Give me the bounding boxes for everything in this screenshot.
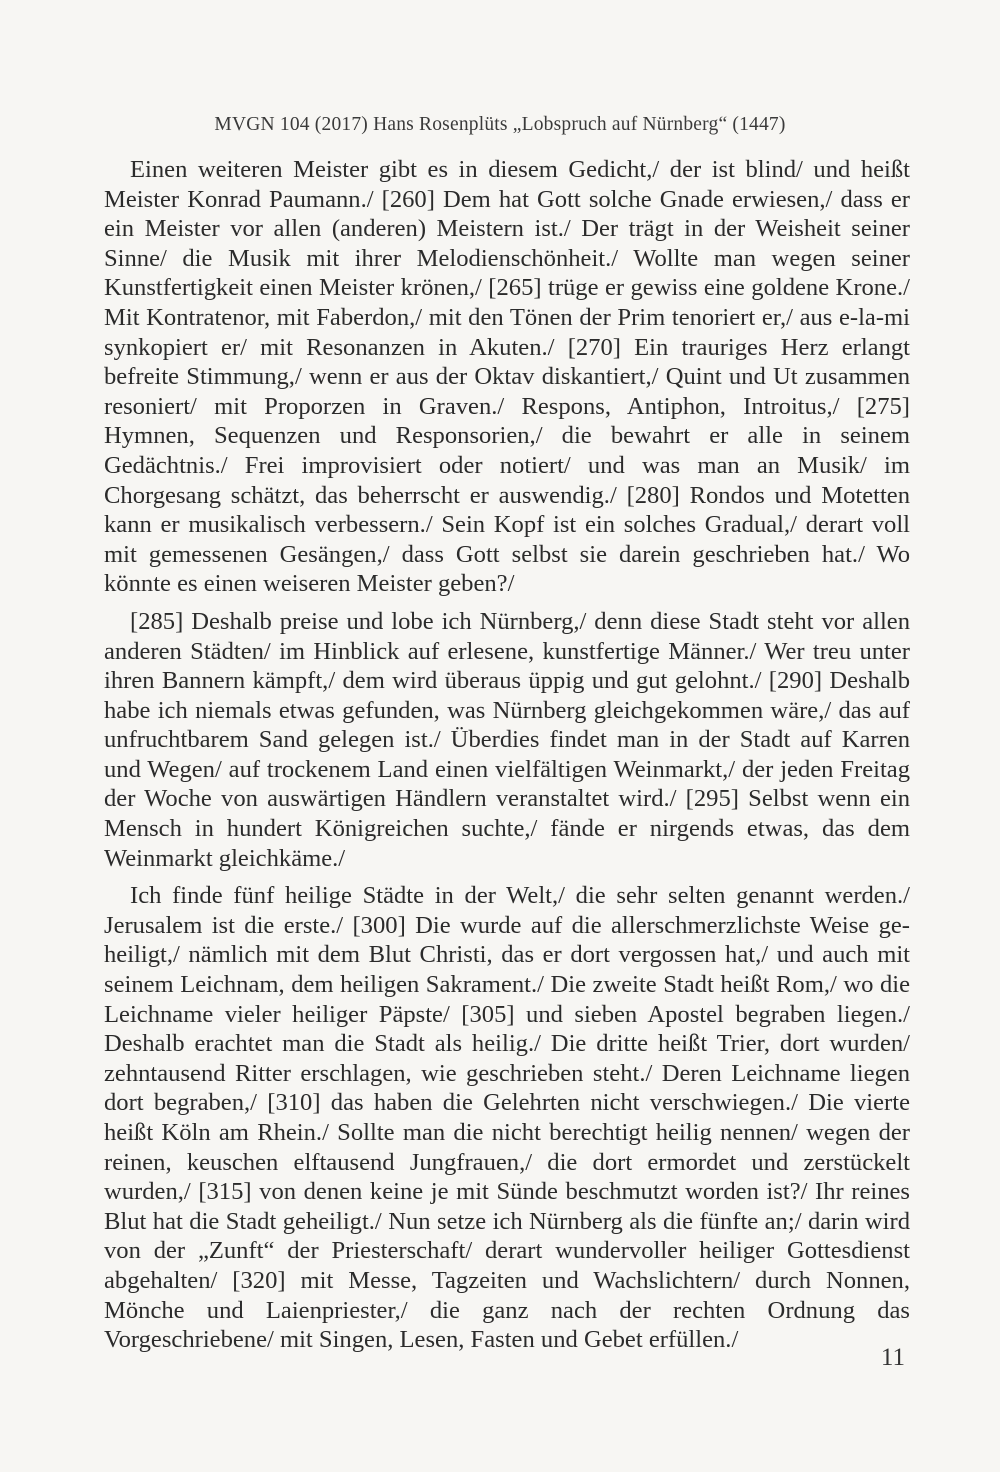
page-number: 11 [880, 1344, 905, 1371]
paragraph: Einen weiteren Meister gibt es in diesem Gedicht,/ der ist blind/ und heißt Meister Konrad Paumann./ [260] Dem hat Gott solche Gnade erwiesen,/ dass er ein Meister vor allen (anderen) Meistern ist./ Der trägt in der Weisheit seiner Sinne/ die Musik mit ihrer Melodienschönheit./ Wollte man wegen seiner Kunstfertigkeit einen Meister krönen,/ [265] trüge er gewiss eine goldene Krone./ Mit Kontratenor, mit Faberdon,/ mit den Tönen der Prim tenoriert er,/ aus e-la-mi synkopiert er/ mit Resonanzen in Akuten./ [270] Ein trauriges Herz erlangt befreite Stimmung,/ wenn er aus der Oktav diskantiert,/ Quint und Ut zusammen resoniert/ mit Proporzen in Graven./ Respons, Antiphon, Introitus,/ [275] Hymnen, Sequenzen und Responsorien,/ die bewahrt er alle in seinem Gedächtnis./ Frei improvisiert oder notiert/ und was man an Musik/ im Chorgesang schätzt, das beherrscht er auswendig./ [280] Rondos und Motetten kann er musikalisch verbessern./ Sein Kopf ist ein solches Gradual,/ derart voll mit gemessenen Gesängen,/ dass Gott selbst sie darein geschrieben hat./ Wo könnte es einen weiseren Meister geben?/ [104, 156, 910, 598]
running-head: MVGN 104 (2017) Hans Rosenplüts „Lobspruch auf Nürnberg“ (1447) [214, 114, 786, 135]
paragraph: Ich finde fünf heilige Städte in der Welt,/ die sehr selten genannt werden./ Jerusalem ist die erste./ [300] Die wurde auf die allerschmerzlichste Weise geheiligt,/ nämlich mit dem Blut Christi, das er dort vergossen hat,/ und auch mit seinem Leichnam, dem heiligen Sakrament./ Die zweite Stadt heißt Rom,/ wo die Leichname vieler heiliger Päpste/ [305] und sieben Apostel begraben liegen./ Deshalb erachtet man die Stadt als heilig./ Die dritte heißt Trier, dort wurden/ zehntausend Ritter erschlagen, wie geschrieben steht./ Deren Leichname liegen dort begraben,/ [310] das haben die Gelehrten nicht verschwiegen./ Die vierte heißt Köln am Rhein./ Sollte man die nicht berechtigt heilig nennen/ wegen der reinen, keuschen elftausend Jungfrauen,/ die dort ermordet und zerstückelt wurden,/ [315] von denen keine je mit Sünde beschmutzt worden ist?/ Ihr reines Blut hat die Stadt geheiligt./ Nun setze ich Nürnberg als die fünfte an;/ darin wird von der „Zunft“ der Priesterschaft/ derart wundervoller heiliger Gottesdienst abgehalten/ [320] mit Messe, Tagzeiten und Wachslichtern/ durch Nonnen, Mönche und Laienpriester,/ die ganz nach der rechten Ordnung das Vorgeschriebene/ mit Singen, Lesen, Fasten und Gebet erfüllen./ [104, 882, 910, 1354]
paragraph: [285] Deshalb preise und lobe ich Nürnberg,/ denn diese Stadt steht vor allen anderen Städten/ im Hinblick auf erlesene, kunstfertige Männer./ Wer treu unter ihren Bannern kämpft,/ dem wird überaus üppig und gut gelohnt./ [290] Deshalb habe ich niemals etwas gefunden, was Nürnberg gleichgekommen wäre,/ das auf unfruchtbarem Sand gelegen ist./ Überdies findet man in der Stadt auf Karren und Wegen/ auf trockenem Land einen vielfältigen Weinmarkt,/ der jeden Freitag der Woche von auswärtigen Händlern veranstaltet wird./ [295] Selbst wenn ein Mensch in hundert Königreichen suchte,/ fände er nirgends etwas, das dem Weinmarkt gleichkäme./ [104, 607, 910, 872]
body-text [104, 155, 910, 1363]
